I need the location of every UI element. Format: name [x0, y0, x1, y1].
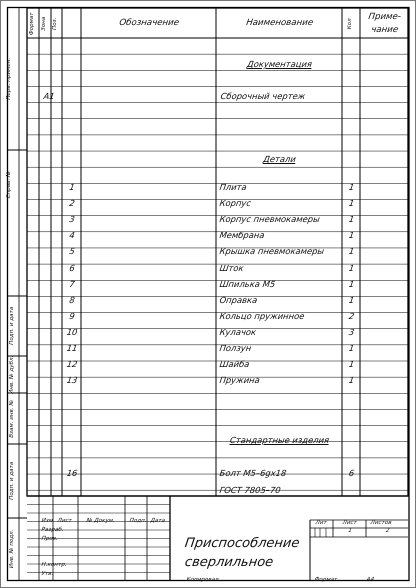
header-designation: Обозначение: [118, 18, 180, 28]
margin-sign-date-1: Подп. и дата: [9, 306, 16, 345]
detail-name: Кольцо пружинное: [218, 310, 306, 321]
footer-format-value: А4: [366, 577, 375, 583]
detail-name: Пружина: [218, 375, 261, 386]
detail-qty: 1: [348, 359, 355, 370]
detail-name: Оправка: [218, 294, 258, 305]
tb-sheets: Листов: [370, 520, 392, 526]
tb-checked: Пров.: [41, 536, 59, 542]
header-zone: Зона: [41, 16, 48, 31]
margin-ref-no: Справ. №: [6, 171, 13, 199]
tb-sheet-value: 1: [347, 528, 353, 534]
tb-sheets-value: 2: [385, 528, 390, 534]
section-standard: Стандартные изделия: [229, 435, 330, 445]
bolt-qty: 6: [348, 468, 355, 478]
detail-name: Мембрана: [218, 230, 266, 241]
tb-change: Изм: [41, 518, 54, 524]
detail-qty: 1: [348, 198, 355, 209]
detail-qty: 1: [348, 294, 355, 305]
header-note-line2: чание: [370, 25, 399, 35]
footer-format-label: Формат: [314, 577, 338, 583]
detail-pos: 9: [68, 310, 76, 321]
detail-pos: 4: [68, 230, 76, 241]
tb-doc-no: № Докум.: [86, 518, 116, 524]
header-qty: Кол: [347, 18, 354, 30]
detail-pos: 1: [68, 182, 76, 192]
detail-qty: 2: [348, 310, 355, 321]
tb-approved: Утв.: [41, 571, 54, 577]
detail-qty: 1: [348, 246, 355, 257]
detail-pos: 13: [66, 375, 79, 386]
detail-qty: 3: [348, 326, 355, 337]
header-note-line1: Приме-: [367, 12, 402, 22]
document-title-line2: сверлильное: [183, 555, 275, 570]
detail-pos: 7: [68, 278, 76, 289]
bolt-name-line1: Болт М5–6gх18: [218, 468, 288, 478]
footer-copied: Копировал: [186, 577, 219, 583]
detail-qty: 1: [348, 230, 355, 241]
header-name: Наименование: [245, 18, 314, 28]
bolt-pos: 16: [66, 468, 79, 478]
tb-date: Дата: [150, 518, 166, 524]
bolt-name-line2: ГОСТ 7805–70: [218, 485, 282, 495]
detail-pos: 3: [68, 214, 76, 225]
margin-first-use: Перв. примен.: [6, 57, 13, 100]
tb-sheet-col: Лист: [57, 518, 73, 524]
detail-pos: 5: [68, 246, 76, 257]
margin-sign-date-2: Подп. и дата: [9, 461, 16, 500]
tb-lit: Лит: [315, 520, 328, 526]
tb-developed: Разраб.: [41, 527, 64, 533]
section-documentation: Документация: [246, 59, 313, 69]
detail-name: Плита: [218, 182, 248, 192]
doc-assembly-format: А1: [42, 91, 56, 101]
detail-qty: 1: [348, 278, 355, 289]
detail-qty: 1: [348, 182, 355, 192]
detail-pos: 12: [66, 359, 79, 370]
detail-name: Корпус: [218, 198, 252, 209]
doc-assembly-name: Сборочный чертеж: [219, 91, 307, 101]
document-title-line1: Приспособление: [183, 536, 301, 551]
margin-inv-dup: Инв. № дубл.: [9, 355, 16, 394]
header-pos: Поз.: [52, 17, 59, 30]
detail-qty: 1: [348, 262, 355, 273]
header-format: Формат: [29, 12, 36, 36]
margin-inv-orig: Инв. № подл.: [9, 529, 16, 569]
detail-name: Шпилька М5: [218, 278, 276, 289]
detail-qty: 1: [348, 343, 355, 353]
tb-norm-control: Н.контр.: [41, 562, 67, 568]
detail-name: Крышка пневмокамеры: [218, 246, 325, 257]
detail-qty: 1: [348, 214, 355, 225]
detail-pos: 10: [66, 326, 79, 337]
margin-replace-inv: Взам. инв. №: [9, 399, 16, 438]
detail-pos: 11: [66, 343, 79, 353]
tb-sign: Подп.: [129, 518, 147, 524]
section-details: Детали: [262, 154, 297, 164]
detail-name: Шайба: [218, 359, 251, 370]
detail-name: Кулачок: [218, 326, 257, 337]
detail-pos: 8: [68, 294, 76, 305]
detail-pos: 2: [68, 198, 76, 209]
detail-name: Шток: [218, 262, 245, 273]
detail-name: Корпус пневмокамеры: [218, 214, 321, 225]
detail-qty: 1: [348, 375, 355, 386]
detail-name: Ползун: [218, 343, 252, 353]
detail-pos: 6: [68, 262, 76, 273]
tb-sheet: Лист: [342, 520, 358, 526]
